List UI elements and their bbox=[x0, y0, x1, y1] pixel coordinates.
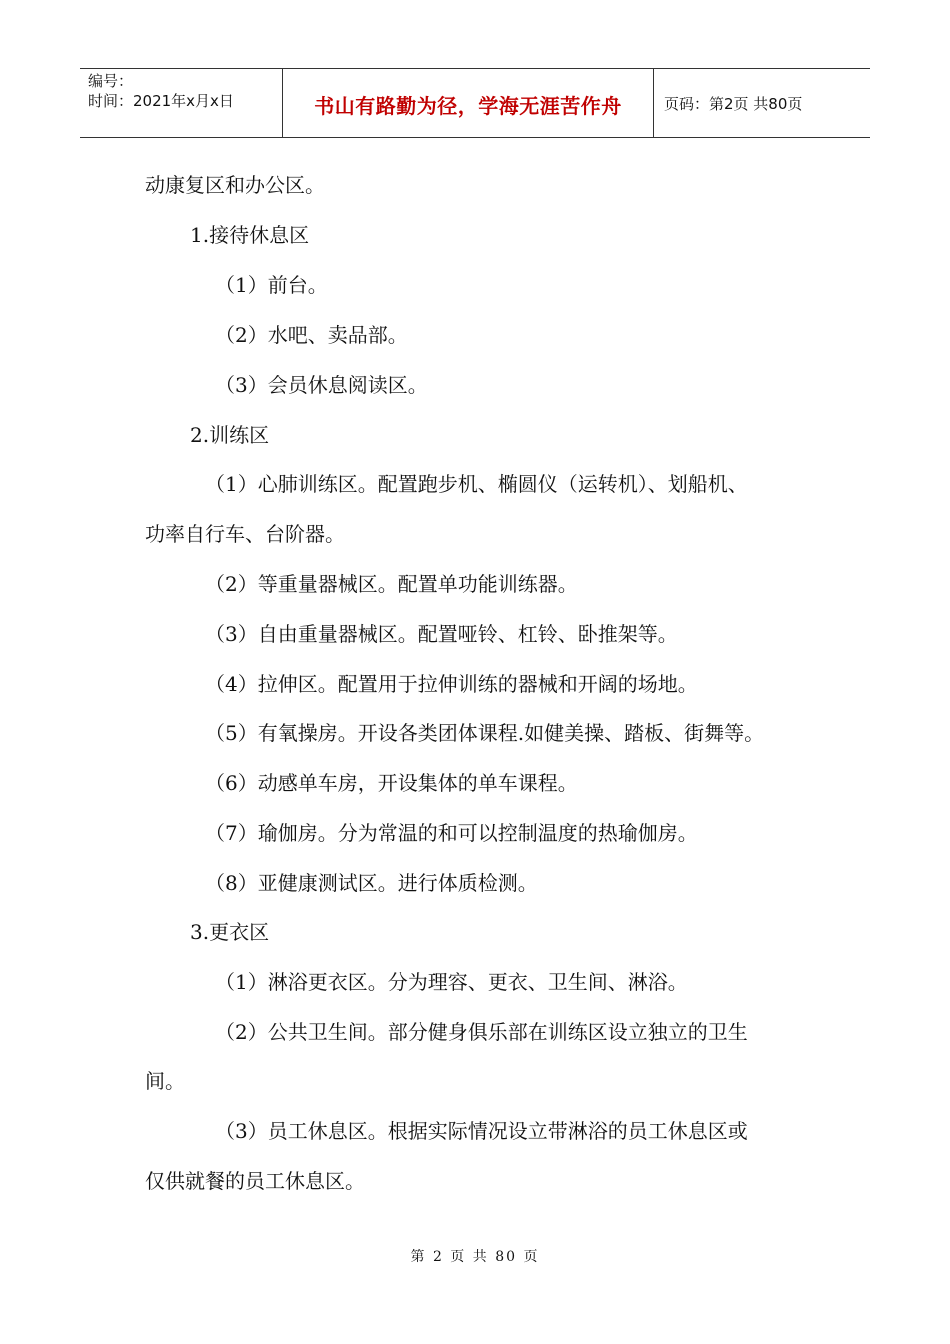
header-motto-cell bbox=[283, 69, 654, 137]
document-number-label: 编号： bbox=[88, 72, 134, 90]
header-meta-cell bbox=[80, 69, 283, 137]
list-item: （2）水吧、卖品部。 bbox=[215, 323, 408, 347]
list-item: （4）拉伸区。配置用于拉伸训练的器械和开阔的场地。 bbox=[205, 672, 698, 696]
section-heading: 3.更衣区 bbox=[190, 920, 270, 944]
page-header bbox=[80, 68, 870, 138]
list-item: （7）瑜伽房。分为常温的和可以控制温度的热瑜伽房。 bbox=[205, 821, 698, 845]
list-item: （2）公共卫生间。部分健身俱乐部在训练区设立独立的卫生 bbox=[215, 1020, 748, 1044]
document-time-label: 时间：2021年x月x日 bbox=[88, 92, 234, 110]
body-line: 动康复区和办公区。 bbox=[145, 173, 325, 197]
list-item: （3）员工休息区。根据实际情况设立带淋浴的员工休息区或 bbox=[215, 1119, 748, 1143]
list-item: （1）前台。 bbox=[215, 273, 328, 297]
list-item-continuation: 功率自行车、台阶器。 bbox=[145, 522, 345, 546]
page-footer: 第 2 页 共 80 页 bbox=[410, 1249, 540, 1265]
header-page-info: 页码：第2页 共80页 bbox=[664, 95, 803, 113]
list-item: （8）亚健康测试区。进行体质检测。 bbox=[205, 871, 538, 895]
list-item-continuation: 间。 bbox=[145, 1069, 185, 1093]
section-heading: 2.训练区 bbox=[190, 423, 270, 447]
list-item: （2）等重量器械区。配置单功能训练器。 bbox=[205, 572, 578, 596]
list-item-continuation: 仅供就餐的员工休息区。 bbox=[145, 1169, 365, 1193]
list-item: （6）动感单车房，开设集体的单车课程。 bbox=[205, 771, 578, 795]
list-item: （1）淋浴更衣区。分为理容、更衣、卫生间、淋浴。 bbox=[215, 970, 688, 994]
header-page-cell bbox=[654, 69, 870, 137]
list-item: （1）心肺训练区。配置跑步机、椭圆仪（运转机）、划船机、 bbox=[205, 472, 748, 496]
section-heading: 1.接待休息区 bbox=[190, 223, 310, 247]
list-item: （3）会员休息阅读区。 bbox=[215, 373, 428, 397]
header-motto: 书山有路勤为径，学海无涯苦作舟 bbox=[314, 94, 622, 118]
list-item: （5）有氧操房。开设各类团体课程.如健美操、踏板、街舞等。 bbox=[205, 721, 765, 745]
list-item: （3）自由重量器械区。配置哑铃、杠铃、卧推架等。 bbox=[205, 622, 678, 646]
